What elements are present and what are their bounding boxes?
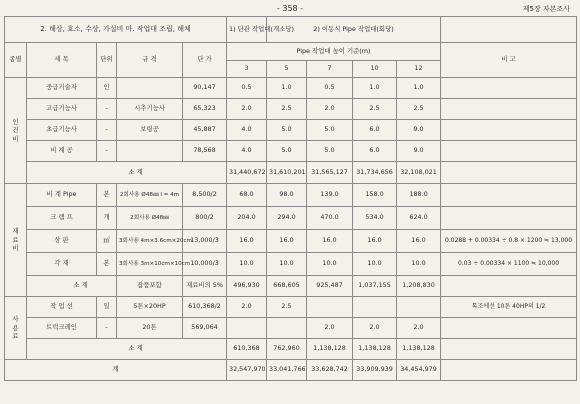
col1-title: 1) 단관 작업대(개소당) — [227, 17, 267, 43]
item-unit: 인 — [97, 78, 117, 99]
item-name: 비 계 Pipe — [27, 184, 97, 207]
item-unit: - — [97, 99, 117, 120]
table-row — [5, 162, 577, 184]
qty-cell: 624.0 — [397, 207, 441, 230]
qty-cell — [267, 318, 307, 339]
item-spec — [117, 141, 183, 162]
item-unit: ㎥ — [97, 230, 117, 253]
qty-cell — [353, 297, 397, 318]
qty-cell: 98.0 — [267, 184, 307, 207]
remark-cell: 0.0288 + 0.00334 ÷ 0.8 × 1200 ≒ 13,000 — [441, 230, 577, 253]
subtotal-cell: 1,138,128 — [307, 339, 353, 360]
table-row — [5, 297, 577, 318]
item-spec: 시추기능사 — [117, 99, 183, 120]
total-cell: 33,909,939 — [353, 360, 397, 381]
qty-cell: 9.0 — [397, 120, 441, 141]
qty-cell: 2.5 — [397, 99, 441, 120]
header-price: 단 가 — [183, 43, 227, 78]
table-row — [5, 339, 577, 360]
qty-cell: 5.0 — [267, 141, 307, 162]
item-name: 비 계 공 — [27, 141, 97, 162]
item-unit: 일 — [97, 297, 117, 318]
subtotal-cell: 1,037,155 — [353, 276, 397, 297]
qty-cell: 10.0 — [397, 253, 441, 276]
category-char: 용 — [12, 323, 19, 332]
qty-cell: 204.0 — [227, 207, 267, 230]
table-row — [5, 120, 577, 141]
height-header: 10 — [353, 61, 397, 78]
total-cell: 34,454,979 — [397, 360, 441, 381]
qty-cell: 158.0 — [353, 184, 397, 207]
remark-cell — [441, 141, 577, 162]
remark-cell — [441, 99, 577, 120]
qty-cell: 9.0 — [397, 141, 441, 162]
item-name: 작 업 선 — [27, 297, 97, 318]
qty-cell: 1.0 — [353, 78, 397, 99]
qty-cell: 5.0 — [267, 120, 307, 141]
item-spec — [117, 78, 183, 99]
item-price: 13,000/3 — [183, 230, 227, 253]
item-spec: 5톤×20HP — [117, 297, 183, 318]
qty-cell: 16.0 — [353, 230, 397, 253]
item-spec: 보링공 — [117, 120, 183, 141]
remark-cell — [441, 162, 577, 184]
qty-cell: 2.0 — [227, 297, 267, 318]
qty-cell: 2.0 — [307, 99, 353, 120]
remark-cell: 톡조에선 10톤 40HP의 1/2 — [441, 297, 577, 318]
item-spec: 2회사용 Ø48㎜ — [117, 207, 183, 230]
table-row — [5, 78, 577, 99]
remark-cell: 0.03 ÷ 0.00334 × 1100 ≒ 10,000 — [441, 253, 577, 276]
total-cell: 33,628,742 — [307, 360, 353, 381]
col2-title: 2) 이동식 Pipe 작업대(회당) — [267, 17, 441, 43]
remark-cell — [441, 207, 577, 230]
table-row — [5, 253, 577, 276]
qty-cell: 6.0 — [353, 141, 397, 162]
item-spec: 20톤 — [117, 318, 183, 339]
category-material — [5, 184, 27, 297]
subtotal-cell: 610,368 — [227, 339, 267, 360]
qty-cell: 16.0 — [267, 230, 307, 253]
pipe-height-header: Pipe 작업대 높이 기준(m) — [227, 43, 441, 61]
qty-cell: 68.0 — [227, 184, 267, 207]
qty-cell: 534.0 — [353, 207, 397, 230]
item-price: 610,368/2 — [183, 297, 227, 318]
remark-cell — [441, 360, 577, 381]
height-header: 3 — [227, 61, 267, 78]
item-name: 초급기능사 — [27, 120, 97, 141]
category-char: 사 — [12, 315, 19, 324]
item-unit: 본 — [97, 184, 117, 207]
item-name: 각 재 — [27, 253, 97, 276]
subtotal-cell: 496,930 — [227, 276, 267, 297]
table-row — [5, 318, 577, 339]
item-name: 크 램 프 — [27, 207, 97, 230]
qty-cell — [227, 318, 267, 339]
remark-cell — [441, 184, 577, 207]
table-row — [5, 230, 577, 253]
table-row — [5, 184, 577, 207]
qty-cell: 10.0 — [353, 253, 397, 276]
qty-cell — [307, 297, 353, 318]
qty-cell: 5.0 — [307, 141, 353, 162]
item-price: 800/2 — [183, 207, 227, 230]
qty-cell: 1.0 — [397, 78, 441, 99]
category-usage — [5, 297, 27, 360]
total-cell: 33,041,766 — [267, 360, 307, 381]
remark-cell — [441, 339, 577, 360]
height-header: 12 — [397, 61, 441, 78]
header-unit: 단위 — [97, 43, 117, 78]
item-name: 트럭크레인 — [27, 318, 97, 339]
page-number: - 358 - — [276, 4, 304, 13]
qty-cell: 10.0 — [227, 253, 267, 276]
qty-cell: 2.5 — [353, 99, 397, 120]
qty-cell: 2.0 — [307, 318, 353, 339]
qty-cell: 10.0 — [267, 253, 307, 276]
total-label: 계 — [5, 360, 227, 381]
qty-cell: 139.0 — [307, 184, 353, 207]
table-row — [5, 360, 577, 381]
header-blank — [441, 17, 577, 43]
category-char: 건 — [12, 126, 19, 135]
qty-cell: 10.0 — [307, 253, 353, 276]
total-cell: 32,547,970 — [227, 360, 267, 381]
table-row — [5, 99, 577, 120]
qty-cell: 4.0 — [227, 141, 267, 162]
qty-cell: 16.0 — [227, 230, 267, 253]
cost-table — [4, 16, 577, 381]
subtotal-cell: 31,440,672 — [227, 162, 267, 184]
table-row — [5, 207, 577, 230]
remark-cell — [441, 318, 577, 339]
material-subtotal-label: 소 계 — [27, 276, 117, 297]
chapter-title: 제5장 자본조사 — [522, 5, 570, 13]
qty-cell: 0.5 — [307, 78, 353, 99]
subtotal-cell: 762,960 — [267, 339, 307, 360]
qty-cell: 1.0 — [267, 78, 307, 99]
item-name: 고급기능사 — [27, 99, 97, 120]
qty-cell — [397, 297, 441, 318]
subtotal-cell: 31,565,127 — [307, 162, 353, 184]
category-char: 비 — [12, 244, 19, 253]
height-header: 7 — [307, 61, 353, 78]
category-char: 재 — [12, 227, 19, 236]
category-char: 인 — [12, 117, 19, 126]
category-char: 료 — [12, 332, 19, 341]
item-price: 78,568 — [183, 141, 227, 162]
qty-cell: 4.0 — [227, 120, 267, 141]
item-price: 90,147 — [183, 78, 227, 99]
header-kind: 종별 — [5, 43, 27, 78]
item-price: 65,323 — [183, 99, 227, 120]
header-spec: 규 격 — [117, 43, 183, 78]
qty-cell: 5.0 — [307, 120, 353, 141]
remark-cell — [441, 120, 577, 141]
item-name: 상 판 — [27, 230, 97, 253]
remark-cell — [441, 78, 577, 99]
qty-cell: 0.5 — [227, 78, 267, 99]
item-unit: - — [97, 318, 117, 339]
item-spec: 2회사용 Ø48㎜ l = 4m — [117, 184, 183, 207]
header-item: 세 목 — [27, 43, 97, 78]
qty-cell: 2.0 — [227, 99, 267, 120]
qty-cell: 6.0 — [353, 120, 397, 141]
qty-cell: 16.0 — [307, 230, 353, 253]
qty-cell: 188.0 — [397, 184, 441, 207]
qty-cell: 2.0 — [397, 318, 441, 339]
item-price: 569,064 — [183, 318, 227, 339]
item-unit: 개 — [97, 207, 117, 230]
table-title: 2. 해상, 호소, 수상, 가설비 마. 작업대 조립, 해체 — [5, 17, 227, 43]
qty-cell: 470.0 — [307, 207, 353, 230]
item-price: 8,500/2 — [183, 184, 227, 207]
item-spec: 3회사용 4m×3.6cm×20cm — [117, 230, 183, 253]
subtotal-cell: 31,610,201 — [267, 162, 307, 184]
item-price: 10,000/3 — [183, 253, 227, 276]
item-unit: - — [97, 141, 117, 162]
subtotal-cell: 925,487 — [307, 276, 353, 297]
usage-subtotal-label: 소 계 — [27, 339, 227, 360]
subtotal-cell: 32,108,021 — [397, 162, 441, 184]
item-unit: 본 — [97, 253, 117, 276]
table-row — [5, 141, 577, 162]
subtotal-cell: 668,605 — [267, 276, 307, 297]
subtotal-cell: 1,138,128 — [353, 339, 397, 360]
category-char: 비 — [12, 134, 19, 143]
height-header: 5 — [267, 61, 307, 78]
category-char: 료 — [12, 235, 19, 244]
qty-cell: 2.5 — [267, 297, 307, 318]
labor-subtotal-label: 소 계 — [27, 162, 227, 184]
remarks-header: 비 고 — [441, 43, 577, 78]
item-price: 45,887 — [183, 120, 227, 141]
subtotal-cell: 31,734,656 — [353, 162, 397, 184]
material-subtotal-spec: 잡품포함 — [117, 276, 183, 297]
category-labor — [5, 78, 27, 184]
qty-cell: 16.0 — [397, 230, 441, 253]
qty-cell: 2.0 — [353, 318, 397, 339]
item-spec: 3회사용 3m×10cm×10cm — [117, 253, 183, 276]
subtotal-cell: 1,208,830 — [397, 276, 441, 297]
material-subtotal-price: 재료비의 5% — [183, 276, 227, 297]
remark-cell — [441, 276, 577, 297]
item-unit: - — [97, 120, 117, 141]
subtotal-cell: 1,138,128 — [397, 339, 441, 360]
table-row — [5, 17, 577, 43]
qty-cell: 2.5 — [267, 99, 307, 120]
table-row — [5, 43, 577, 61]
item-name: 중급기술자 — [27, 78, 97, 99]
table-row — [5, 276, 577, 297]
qty-cell: 294.0 — [267, 207, 307, 230]
